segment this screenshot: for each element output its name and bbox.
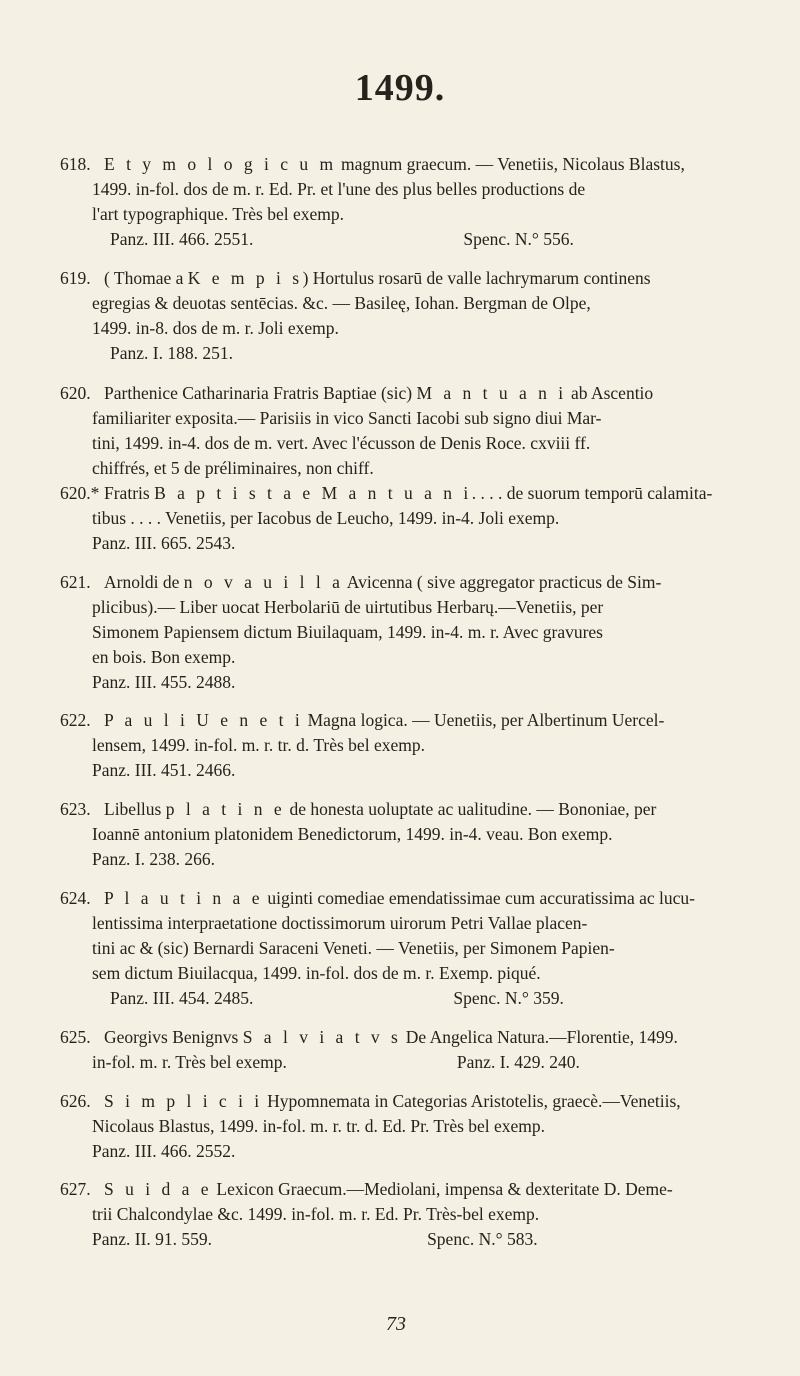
entry-line: en bois. Bon exemp. xyxy=(92,647,236,667)
catalogue-entry-622 xyxy=(60,708,776,783)
catalogue-entry-620-bis xyxy=(60,481,776,556)
entry-text: Georgivs Benignvs xyxy=(104,1027,243,1047)
entry-author: P a u l i U e n e t i xyxy=(104,710,304,730)
entry-author: E t y m o l o g i c u m xyxy=(104,154,337,174)
spencer-ref: Spenc. N.° 359. xyxy=(453,988,564,1008)
entry-number: 620.* xyxy=(60,483,100,503)
entry-line: Ioannē antonium platonidem Benedictorum, 1499. in-4. veau. Bon exemp. xyxy=(92,824,613,844)
entry-line: egregias & deuotas sentēcias. &c. — Basileę, Iohan. Bergman de Olpe, xyxy=(92,293,591,313)
entry-line: sem dictum Biuilacqua, 1499. in-fol. dos de m. r. Exemp. piqué. xyxy=(92,963,541,983)
entry-number: 619. xyxy=(60,268,91,288)
catalogue-entry-619 xyxy=(60,266,776,366)
entry-author: p l a t i n e xyxy=(165,799,286,819)
entry-line: in-fol. m. r. Très bel exemp. xyxy=(92,1052,287,1072)
entry-line: Simonem Papiensem dictum Biuilaquam, 1499. in-4. m. r. Avec gravures xyxy=(92,622,603,642)
entry-text: Avicenna ( sive aggregator practicus de Sim- xyxy=(343,572,662,592)
entry-author: S i m p l i c i i xyxy=(104,1091,263,1111)
entry-line: l'art typographique. Très bel exemp. xyxy=(92,204,344,224)
catalogue-entry-625 xyxy=(60,1025,776,1075)
entry-number: 622. xyxy=(60,710,91,730)
year-heading: 1499. xyxy=(354,67,446,109)
entry-author: n o v a u i l l a xyxy=(183,572,344,592)
catalogue-entry-618 xyxy=(60,152,776,252)
entry-line: 1499. in-fol. dos de m. r. Ed. Pr. et l'une des plus belles productions de xyxy=(92,179,586,199)
panzer-ref: Panz. III. 451. 2466. xyxy=(92,760,236,780)
entry-author: P l a u t i n a e xyxy=(104,888,263,908)
entry-line: tini, 1499. in-4. dos de m. vert. Avec l'écusson de Denis Roce. cxviii ff. xyxy=(92,433,591,453)
entry-line: trii Chalcondylae &c. 1499. in-fol. m. r. Ed. Pr. Très-bel exemp. xyxy=(92,1204,540,1224)
entry-line: Nicolaus Blastus, 1499. in-fol. m. r. tr. d. Ed. Pr. Très bel exemp. xyxy=(92,1116,546,1136)
entry-number: 624. xyxy=(60,888,91,908)
entry-text: . . . . de suorum temporū calamita- xyxy=(471,483,713,503)
panzer-ref: Panz. I. 188. 251. xyxy=(110,343,233,363)
entry-line: 1499. in-8. dos de m. r. Joli exemp. xyxy=(92,318,339,338)
spencer-ref: Spenc. N.° 556. xyxy=(463,229,574,249)
page-number: 73 xyxy=(386,1313,406,1335)
panzer-ref: Panz. III. 466. 2551. xyxy=(110,229,254,249)
entry-text: ab Ascentio xyxy=(566,383,654,403)
catalogue-entry-623 xyxy=(60,797,776,872)
entry-text: uiginti comediae emendatissimae cum accuratissima ac lucu- xyxy=(262,888,695,908)
entry-text: Libellus xyxy=(104,799,166,819)
entry-author: S u i d a e xyxy=(104,1179,213,1199)
entry-number: 620. xyxy=(60,383,91,403)
entry-text: Arnoldi de xyxy=(104,572,184,592)
entry-number: 625. xyxy=(60,1027,91,1047)
entry-text: ( Thomae a xyxy=(104,268,188,288)
entry-text: de honesta uoluptate ac ualitudine. — Bononiae, per xyxy=(285,799,657,819)
panzer-ref: Panz. III. 466. 2552. xyxy=(92,1141,236,1161)
panzer-ref: Panz. II. 91. 559. xyxy=(92,1229,213,1249)
entry-author: B a p t i s t a e M a n t u a n i xyxy=(154,483,472,503)
entry-text: Lexicon Graecum.—Mediolani, impensa & dexteritate D. Deme- xyxy=(212,1179,673,1199)
entry-text: De Angelica Natura.—Florentie, 1499. xyxy=(401,1027,678,1047)
entry-number: 618. xyxy=(60,154,91,174)
entry-line: plicibus).— Liber uocat Herbolariū de uirtutibus Herbarų.—Venetiis, per xyxy=(92,597,604,617)
catalogue-entry-626 xyxy=(60,1089,776,1164)
panzer-ref: Panz. III. 455. 2488. xyxy=(92,672,236,692)
entry-text: Parthenice Catharinaria Fratris Baptiae (sic) xyxy=(104,383,417,403)
entry-text: Magna logica. — Uenetiis, per Albertinum Uercel- xyxy=(303,710,665,730)
entry-text: ) Hortulus rosarū de valle lachrymarum continens xyxy=(302,268,651,288)
panzer-ref: Panz. III. 665. 2543. xyxy=(92,533,236,553)
spencer-ref: Spenc. N.° 583. xyxy=(427,1229,538,1249)
entry-number: 626. xyxy=(60,1091,91,1111)
panzer-ref: Panz. I. 238. 266. xyxy=(92,849,215,869)
panzer-ref: Panz. III. 454. 2485. xyxy=(110,988,254,1008)
entry-number: 621. xyxy=(60,572,91,592)
entry-author: S a l v i a t v s xyxy=(242,1027,402,1047)
catalogue-entry-624 xyxy=(60,886,776,1011)
panzer-ref: Panz. I. 429. 240. xyxy=(456,1052,580,1072)
entry-author: K e m p i s xyxy=(187,268,303,288)
entry-line: lensem, 1499. in-fol. m. r. tr. d. Très bel exemp. xyxy=(92,735,425,755)
entry-text: magnum graecum. — Venetiis, Nicolaus Blastus, xyxy=(336,154,685,174)
entry-line: familiariter exposita.— Parisiis in vico Sancti Iacobi sub signo diui Mar- xyxy=(92,408,602,428)
catalogue-entry-621 xyxy=(60,570,776,695)
entry-text: Fratris xyxy=(104,483,155,503)
entry-number: 627. xyxy=(60,1179,91,1199)
entry-author: M a n t u a n i xyxy=(416,383,567,403)
entry-number: 623. xyxy=(60,799,91,819)
catalogue-entry-627 xyxy=(60,1177,776,1252)
entry-text: Hypomnemata in Categorias Aristotelis, graecè.—Venetiis, xyxy=(262,1091,681,1111)
entry-line: tibus . . . . Venetiis, per Iacobus de Leucho, 1499. in-4. Joli exemp. xyxy=(92,508,560,528)
entry-line: tini ac & (sic) Bernardi Saraceni Veneti. — Venetiis, per Simonem Papien- xyxy=(92,938,615,958)
entry-line: chiffrés, et 5 de préliminaires, non chiff. xyxy=(92,458,374,478)
catalogue-entry-620 xyxy=(60,381,776,481)
entry-line: lentissima interpraetatione doctissimorum uirorum Petri Vallae placen- xyxy=(92,913,588,933)
